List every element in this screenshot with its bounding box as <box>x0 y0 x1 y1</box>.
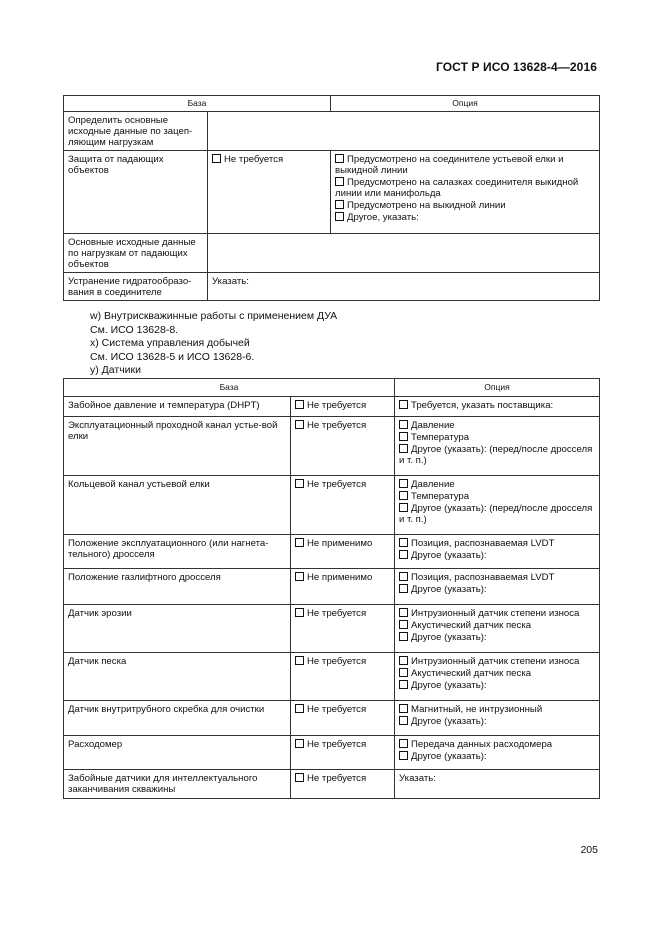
table2-header-base: База <box>64 379 395 397</box>
table-row <box>64 476 600 535</box>
option-cell <box>395 736 600 770</box>
row-label: Устранение гидратообразо-вания в соединителе <box>64 273 208 301</box>
checkbox[interactable] <box>399 751 408 760</box>
checkbox[interactable] <box>399 656 408 665</box>
section-w-title: w) Внутрискважинные работы с применением ДУА <box>90 310 338 322</box>
checkbox-label: Магнитный, не интрузионный <box>411 704 543 715</box>
table-row <box>64 273 600 301</box>
section-w-ref: См. ИСО 13628-8. <box>90 324 179 336</box>
checkbox-label: Другое (указать): (перед/после дросселя и т. п.) <box>399 503 593 525</box>
checkbox-label: Другое (указать): <box>411 680 487 691</box>
table-row <box>64 417 600 476</box>
row-empty-cell[interactable] <box>208 234 600 273</box>
base-cell <box>291 736 395 770</box>
checkbox-label: Не применимо <box>307 538 373 549</box>
checkbox[interactable] <box>295 656 304 665</box>
base-cell <box>291 701 395 736</box>
checkbox-label: Температура <box>411 491 470 502</box>
checkbox[interactable] <box>399 584 408 593</box>
checkbox-label: Другое (указать): <box>411 751 487 762</box>
checkbox-label: Не требуется <box>307 608 367 619</box>
checkbox-label: Требуется, указать поставщика: <box>411 400 554 411</box>
checkbox[interactable] <box>399 491 408 500</box>
checkbox[interactable] <box>399 538 408 547</box>
table-row <box>64 234 600 273</box>
checkbox[interactable] <box>399 444 408 453</box>
table-row <box>64 569 600 605</box>
option-cell <box>395 417 600 476</box>
checkbox-label: Другое, указать: <box>347 212 419 223</box>
checkbox[interactable] <box>399 550 408 559</box>
base-cell <box>291 417 395 476</box>
checkbox-label: Позиция, распознаваемая LVDT <box>411 538 555 549</box>
table1-header-option: Опция <box>331 96 600 112</box>
table-row <box>64 397 600 417</box>
checkbox[interactable] <box>399 668 408 677</box>
checkbox[interactable] <box>295 420 304 429</box>
checkbox-label: Не применимо <box>307 572 373 583</box>
section-y-title: y) Датчики <box>90 364 141 376</box>
checkbox-label: Не требуется <box>224 154 284 165</box>
page-number: 205 <box>580 844 598 856</box>
row-label: Забойное давление и температура (DHPT) <box>64 397 291 417</box>
checkbox-label: Не требуется <box>307 739 367 750</box>
checkbox-label: Не требуется <box>307 704 367 715</box>
row-label: Датчик внутритрубного скребка для очистки <box>64 701 291 736</box>
checkbox-label: Другое (указать): <box>411 584 487 595</box>
option-cell <box>395 605 600 653</box>
row-label: Защита от падающих объектов <box>64 151 208 234</box>
row-label: Датчик эрозии <box>64 605 291 653</box>
row-label: Основные исходные данные по нагрузкам от падающих объектов <box>64 234 208 273</box>
checkbox-label: Другое (указать): <box>411 550 487 561</box>
row-label: Забойные датчики для интеллектуального заканчивания скважины <box>64 770 291 799</box>
checkbox-label: Не требуется <box>307 400 367 411</box>
row-label: Кольцевой канал устьевой елки <box>64 476 291 535</box>
checkbox-label: Не требуется <box>307 773 367 784</box>
table-row <box>64 112 600 151</box>
base-cell <box>208 151 331 234</box>
checkbox[interactable] <box>295 773 304 782</box>
checkbox[interactable] <box>399 432 408 441</box>
checkbox[interactable] <box>295 739 304 748</box>
checkbox[interactable] <box>335 200 344 209</box>
checkbox[interactable] <box>399 716 408 725</box>
base-cell <box>291 770 395 799</box>
base-cell <box>291 569 395 605</box>
checkbox-label: Предусмотрено на салазках соединителя выкидной линии или манифольда <box>335 177 579 199</box>
checkbox[interactable] <box>295 572 304 581</box>
checkbox-label: Не требуется <box>307 656 367 667</box>
option-cell <box>395 701 600 736</box>
checkbox-label: Другое (указать): <box>411 632 487 643</box>
checkbox[interactable] <box>295 538 304 547</box>
checkbox[interactable] <box>399 400 408 409</box>
row-label: Расходомер <box>64 736 291 770</box>
base-cell <box>291 605 395 653</box>
checkbox-label: Другое (указать): (перед/после дросселя и т. п.) <box>399 444 593 466</box>
checkbox-label: Предусмотрено на выкидной линии <box>347 200 506 211</box>
checkbox[interactable] <box>295 608 304 617</box>
table-falling-objects <box>63 95 600 301</box>
table-sensors <box>63 378 600 799</box>
table-row <box>64 770 600 799</box>
checkbox-label: Интрузионный датчик степени износа <box>411 608 580 619</box>
option-cell <box>395 397 600 417</box>
base-cell <box>291 397 395 417</box>
table-row <box>64 736 600 770</box>
row-label: Определить основные исходные данные по зацеп-ляющим нагрузкам <box>64 112 208 151</box>
section-x-title: x) Система управления добычей <box>90 337 250 349</box>
base-cell <box>291 535 395 569</box>
option-cell <box>395 569 600 605</box>
checkbox-label: Позиция, распознаваемая LVDT <box>411 572 555 583</box>
checkbox-label: Передача данных расходомера <box>411 739 553 750</box>
checkbox-label: Давление <box>411 420 455 431</box>
checkbox[interactable] <box>335 212 344 221</box>
checkbox[interactable] <box>399 420 408 429</box>
option-cell <box>395 653 600 701</box>
specify-cell[interactable]: Указать: <box>208 273 600 301</box>
checkbox[interactable] <box>399 632 408 641</box>
checkbox[interactable] <box>399 739 408 748</box>
checkbox-label: Другое (указать): <box>411 716 487 727</box>
base-cell <box>291 476 395 535</box>
checkbox[interactable] <box>399 572 408 581</box>
checkbox[interactable] <box>335 154 344 163</box>
checkbox-label: Предусмотрено на соединителе устьевой елки и выкидной линии <box>335 154 564 176</box>
option-cell <box>395 535 600 569</box>
checkbox-label: Температура <box>411 432 470 443</box>
table-row <box>64 701 600 736</box>
checkbox-label: Не требуется <box>307 420 367 431</box>
checkbox-label: Не требуется <box>307 479 367 490</box>
row-label: Датчик песка <box>64 653 291 701</box>
checkbox[interactable] <box>295 400 304 409</box>
option-cell <box>331 151 600 234</box>
row-label: Положение эксплуатационного (или нагнета-тельного) дросселя <box>64 535 291 569</box>
checkbox[interactable] <box>295 704 304 713</box>
option-cell <box>395 476 600 535</box>
row-label: Положение газлифтного дросселя <box>64 569 291 605</box>
checkbox[interactable] <box>399 503 408 512</box>
checkbox[interactable] <box>212 154 221 163</box>
document-header: ГОСТ Р ИСО 13628-4—2016 <box>435 60 597 74</box>
checkbox[interactable] <box>399 680 408 689</box>
checkbox[interactable] <box>399 704 408 713</box>
section-x-ref: См. ИСО 13628-5 и ИСО 13628-6. <box>90 351 255 363</box>
base-cell <box>291 653 395 701</box>
checkbox[interactable] <box>399 608 408 617</box>
table-row <box>64 653 600 701</box>
checkbox-label: Акустический датчик песка <box>411 620 532 631</box>
checkbox-label: Акустический датчик песка <box>411 668 532 679</box>
table1-header-base: База <box>64 96 331 112</box>
table-row <box>64 605 600 653</box>
table2-header-option: Опция <box>395 379 600 397</box>
checkbox[interactable] <box>399 620 408 629</box>
checkbox[interactable] <box>399 479 408 488</box>
table-row <box>64 535 600 569</box>
checkbox-label: Интрузионный датчик степени износа <box>411 656 580 667</box>
table-row <box>64 151 600 234</box>
row-empty-cell[interactable] <box>208 112 600 151</box>
row-label: Эксплуатационный проходной канал устье-вой елки <box>64 417 291 476</box>
checkbox-label: Давление <box>411 479 455 490</box>
checkbox[interactable] <box>335 177 344 186</box>
checkbox[interactable] <box>295 479 304 488</box>
specify-cell[interactable]: Указать: <box>395 770 600 799</box>
